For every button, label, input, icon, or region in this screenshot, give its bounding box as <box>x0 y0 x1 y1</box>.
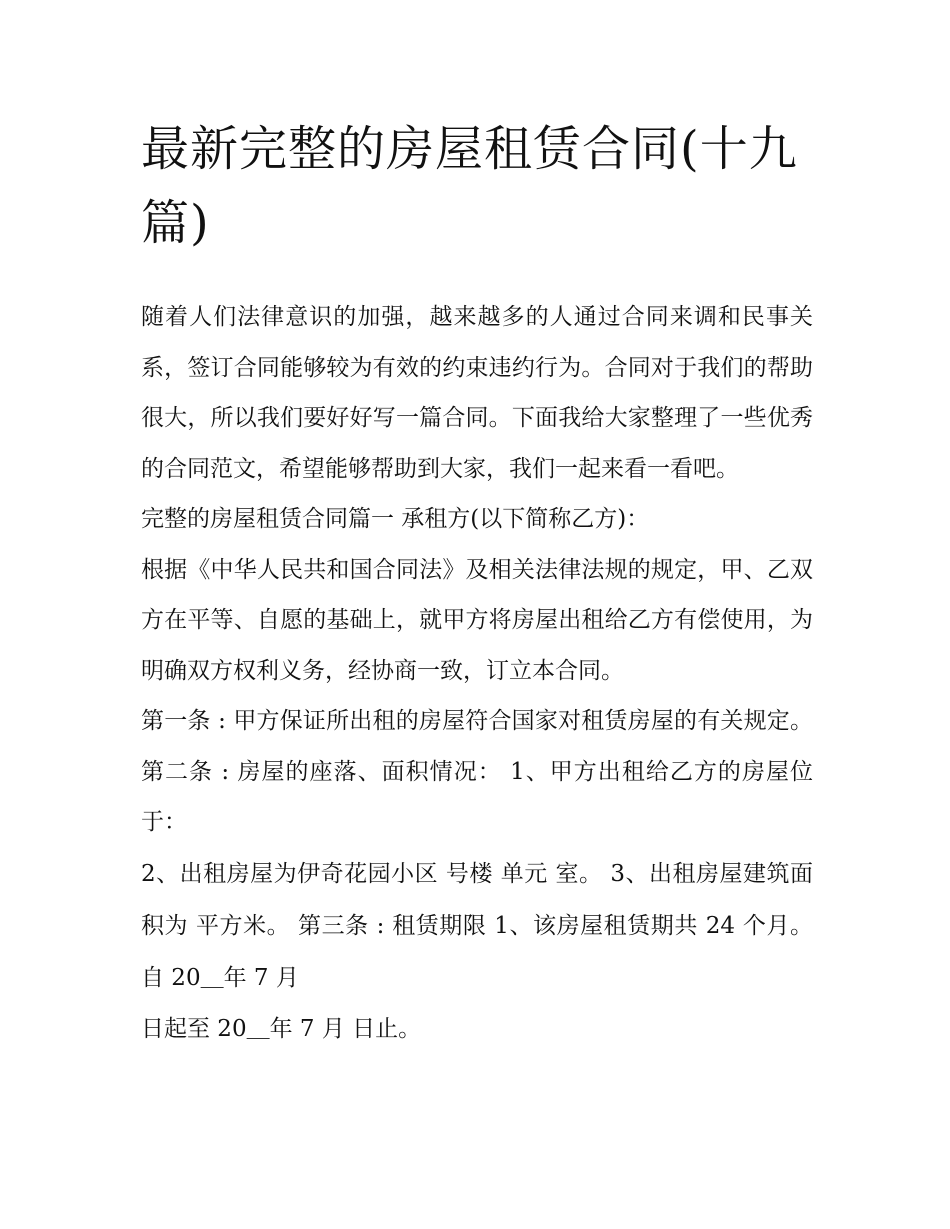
property-details-paragraph: 2、出租房屋为伊奇花园小区 号楼 单元 室。 3、出租房屋建筑面积为 平方米。 第三条 : 租赁期限 1、该房屋租赁期共 24 个月。自 20＿年 7 月 <box>141 860 813 991</box>
intro-paragraph: 随着人们法律意识的加强，越来越多的人通过合同来调和民事关系，签订合同能够较为有效的约束违约行为。合同对于我们的帮助很大，所以我们要好好写一篇合同。下面我给大家整理了一些优秀的合同范文，希望能够帮助到大家，我们一起来看一看吧。 <box>141 304 813 482</box>
article-one-two-paragraph: 第一条 : 甲方保证所出租的房屋符合国家对租赁房屋的有关规定。 第二条 : 房屋的座落、面积情况： 1、甲方出租给乙方的房屋位于： <box>141 708 813 835</box>
document-page <box>141 112 813 1054</box>
preamble-paragraph: 根据《中华人民共和国合同法》及相关法律法规的规定，甲、乙双方在平等、自愿的基础上，就甲方将房屋出租给乙方有偿使用，为明确双方权利义务，经协商一致，订立本合同。 <box>141 556 813 684</box>
section-heading: 完整的房屋租赁合同篇一 承租方(以下简称乙方)： <box>141 506 650 532</box>
lease-end-paragraph: 日起至 20＿年 7 月 日止。 <box>141 1015 422 1042</box>
document-title: 最新完整的房屋租赁合同(十九篇) <box>141 121 798 251</box>
